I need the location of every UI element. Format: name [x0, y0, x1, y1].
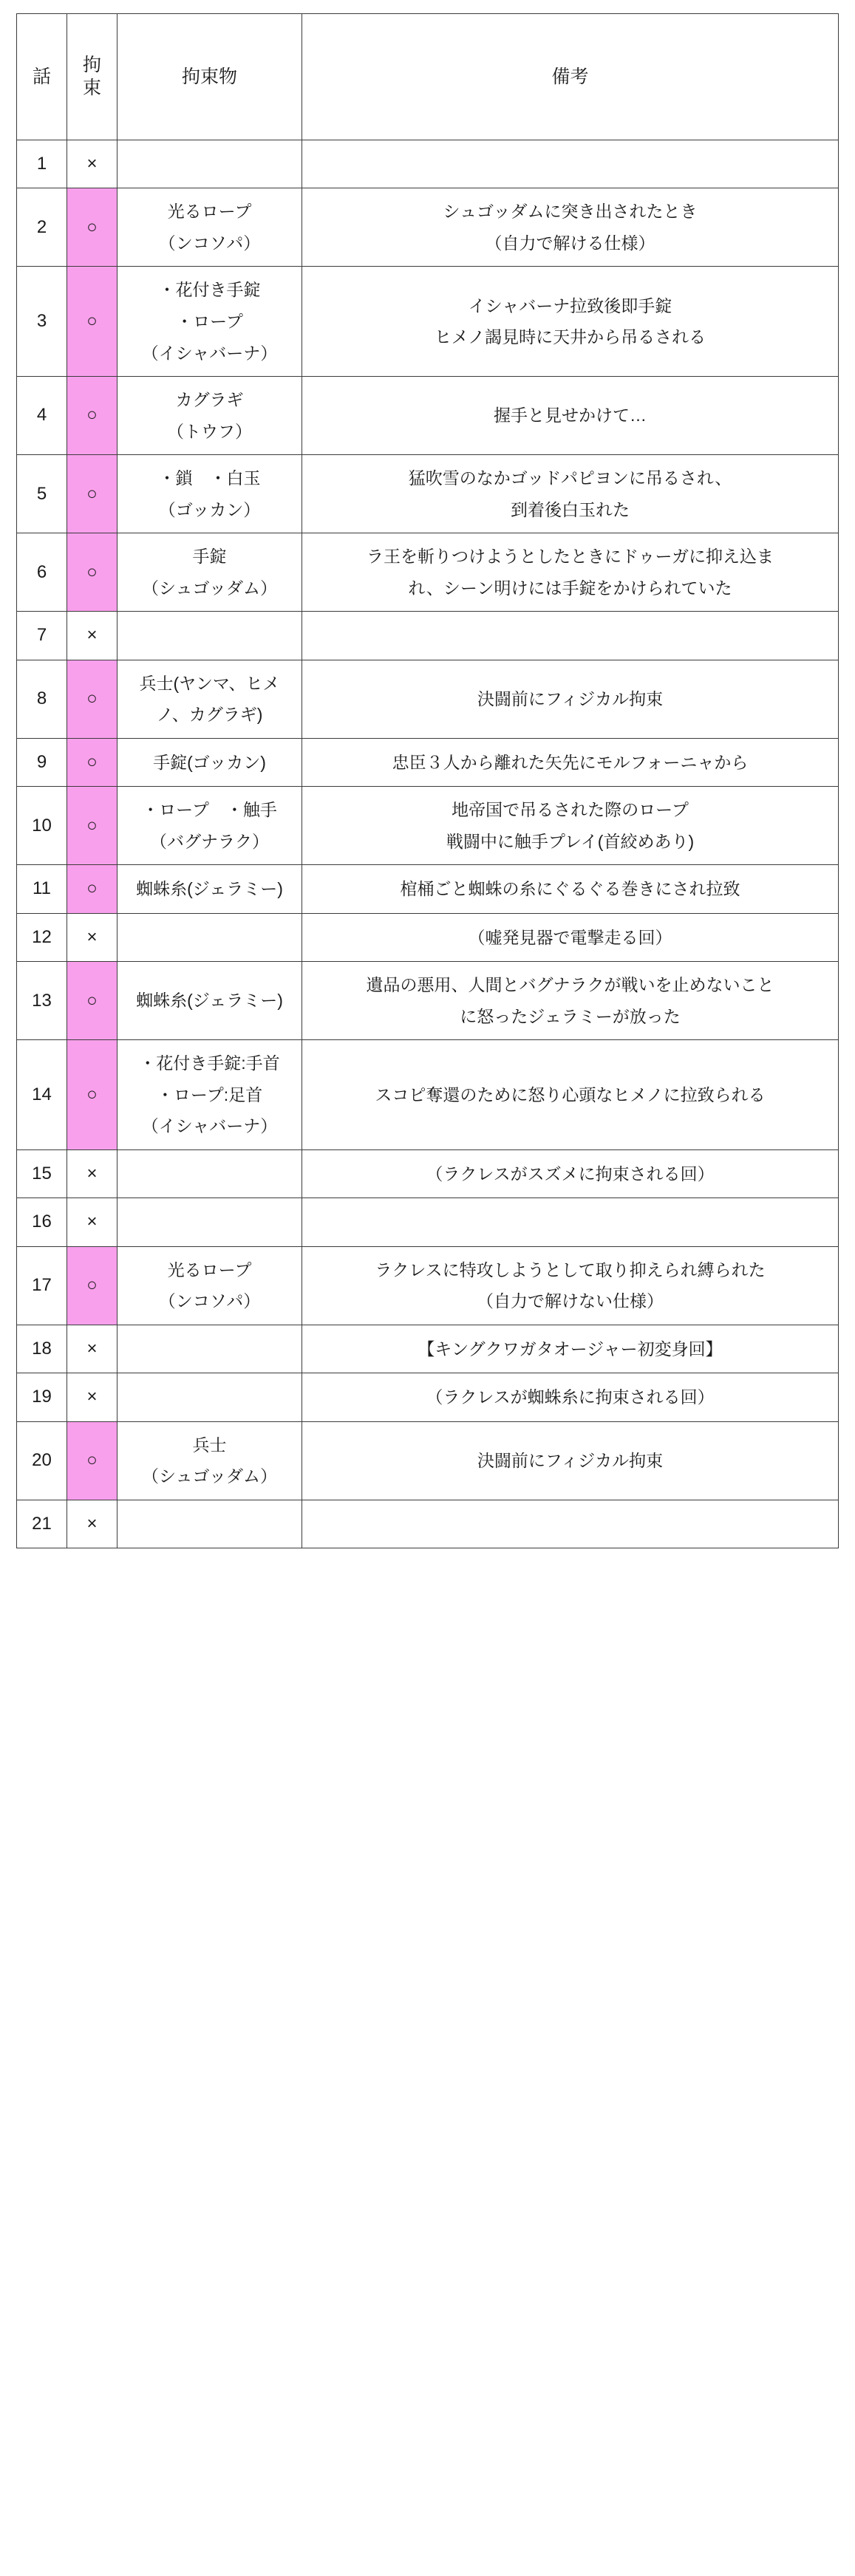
cell-note	[302, 1325, 839, 1373]
table-row	[17, 962, 839, 1040]
cell-restraint-item	[117, 1373, 302, 1421]
table-row	[17, 1325, 839, 1373]
note-line: ラ王を斬りつけようとしたときにドゥーガに抑え込ま	[367, 547, 774, 567]
cell-episode: 4	[17, 377, 67, 455]
table-row	[17, 1040, 839, 1150]
cell-bound-yes: ○	[67, 738, 117, 786]
cell-bound-yes: ○	[67, 188, 117, 267]
cell-restraint-item	[117, 962, 302, 1040]
restraint-item-line: （シュゴッダム）	[141, 578, 278, 598]
cell-note	[302, 1198, 839, 1246]
note-line: 到着後白玉れた	[511, 499, 630, 519]
note-line: （ラクレスがスズメに拘束される回）	[426, 1164, 715, 1183]
cell-restraint-item	[117, 865, 302, 913]
restraint-item-line: （イシャバーナ）	[141, 1116, 278, 1136]
note-line: 握手と見せかけて…	[494, 406, 647, 426]
restraint-item-line: （ンコソパ）	[158, 233, 261, 253]
restraint-item-line: 手錠	[192, 547, 227, 567]
restraint-item-line: （ンコソパ）	[158, 1291, 261, 1311]
cell-episode: 12	[17, 913, 67, 961]
restraint-item-line: ・ロープ ・触手	[142, 800, 277, 820]
cell-note	[302, 455, 839, 533]
table-row	[17, 1421, 839, 1500]
note-line: 遺品の悪用、人間とバグナラクが戦いを止めないこと	[366, 975, 774, 995]
cell-episode: 16	[17, 1198, 67, 1246]
restraint-item-line: 光るロープ	[167, 202, 252, 222]
restraint-item-line: ・ロープ	[176, 312, 243, 332]
cell-restraint-item	[117, 455, 302, 533]
table-row	[17, 1373, 839, 1421]
cell-episode: 20	[17, 1421, 67, 1500]
note-line: に怒ったジェラミーが放った	[460, 1006, 681, 1026]
cell-restraint-item	[117, 787, 302, 865]
cell-note	[302, 377, 839, 455]
column-header-bound-line2: 束	[82, 78, 101, 98]
restraint-item-line: （トウフ）	[167, 421, 252, 441]
column-header-bound	[67, 14, 117, 140]
table-header	[17, 14, 839, 140]
table-row	[17, 267, 839, 377]
cell-episode: 5	[17, 455, 67, 533]
cell-bound-no: ×	[67, 1373, 117, 1421]
cell-note	[302, 1040, 839, 1150]
note-line: （ラクレスが蜘蛛糸に拘束される回）	[426, 1387, 715, 1407]
cell-episode: 8	[17, 660, 67, 738]
note-line: 決闘前にフィジカル拘束	[477, 689, 664, 709]
table-body	[17, 140, 839, 1548]
note-line: 決闘前にフィジカル拘束	[477, 1450, 664, 1470]
cell-restraint-item	[117, 267, 302, 377]
table-row	[17, 1246, 839, 1325]
restraint-item-line: ・鎖 ・白玉	[158, 468, 261, 488]
note-line: ヒメノ謁見時に天井から吊るされる	[434, 327, 706, 347]
cell-bound-yes: ○	[67, 865, 117, 913]
table-row	[17, 455, 839, 533]
restraint-item-line: 兵士(ヤンマ、ヒメ	[139, 673, 280, 693]
note-line: 棺桶ごと蜘蛛の糸にぐるぐる巻きにされ拉致	[400, 879, 740, 899]
note-line: スコピ奪還のために怒り心頭なヒメノに拉致られる	[375, 1084, 766, 1104]
cell-bound-yes: ○	[67, 377, 117, 455]
restraint-item-line: 手錠(ゴッカン)	[153, 752, 266, 772]
note-line: シュゴッダムに突き出されたとき	[443, 202, 698, 222]
note-line: 猛吹雪のなかゴッドパピヨンに吊るされ、	[408, 468, 732, 488]
restraint-item-line: カグラギ	[175, 390, 244, 410]
cell-episode: 10	[17, 787, 67, 865]
note-line: 地帝国で吊るされた際のロープ	[452, 800, 689, 820]
table-row	[17, 1198, 839, 1246]
cell-episode: 21	[17, 1500, 67, 1548]
cell-note	[302, 1373, 839, 1421]
restraint-item-line: ・花付き手錠	[158, 280, 261, 300]
note-line: 忠臣３人から離れた矢先にモルフォーニャから	[392, 752, 749, 772]
cell-note	[302, 1246, 839, 1325]
cell-restraint-item	[117, 1325, 302, 1373]
cell-bound-no: ×	[67, 612, 117, 660]
cell-note	[302, 1500, 839, 1548]
restraint-item-line: 蜘蛛糸(ジェラミー)	[136, 879, 283, 899]
note-line: （自力で解ける仕様）	[485, 233, 655, 253]
restraint-item-line: （ゴッカン）	[158, 499, 261, 519]
column-header-bound-line1: 拘	[82, 54, 101, 75]
table-row	[17, 787, 839, 865]
cell-restraint-item	[117, 1500, 302, 1548]
note-line: れ、シーン明けには手錠をかけられていた	[408, 578, 732, 598]
cell-episode: 14	[17, 1040, 67, 1150]
cell-restraint-item	[117, 1246, 302, 1325]
cell-restraint-item	[117, 1040, 302, 1150]
table-row	[17, 738, 839, 786]
cell-episode: 6	[17, 533, 67, 612]
cell-note	[302, 865, 839, 913]
cell-restraint-item	[117, 738, 302, 786]
cell-note	[302, 1421, 839, 1500]
cell-bound-yes: ○	[67, 1246, 117, 1325]
cell-restraint-item	[117, 377, 302, 455]
cell-note	[302, 533, 839, 612]
cell-bound-no: ×	[67, 913, 117, 961]
table-row	[17, 612, 839, 660]
cell-bound-yes: ○	[67, 267, 117, 377]
cell-restraint-item	[117, 1149, 302, 1198]
cell-bound-yes: ○	[67, 1040, 117, 1150]
cell-bound-no: ×	[67, 1198, 117, 1246]
cell-episode: 11	[17, 865, 67, 913]
cell-note	[302, 1149, 839, 1198]
cell-episode: 13	[17, 962, 67, 1040]
cell-note	[302, 188, 839, 267]
restraint-item-line: （バグナラク）	[150, 831, 269, 851]
cell-episode: 7	[17, 612, 67, 660]
cell-restraint-item	[117, 612, 302, 660]
cell-restraint-item	[117, 140, 302, 188]
restraint-item-line: ・ロープ:足首	[156, 1084, 263, 1104]
cell-episode: 17	[17, 1246, 67, 1325]
cell-episode: 1	[17, 140, 67, 188]
cell-bound-yes: ○	[67, 787, 117, 865]
cell-bound-no: ×	[67, 1500, 117, 1548]
cell-restraint-item	[117, 660, 302, 738]
cell-episode: 15	[17, 1149, 67, 1198]
table-header-row	[17, 14, 839, 140]
cell-restraint-item	[117, 188, 302, 267]
column-header-episode: 話	[17, 14, 67, 140]
cell-episode: 9	[17, 738, 67, 786]
note-line: イシャバーナ拉致後即手錠	[468, 295, 672, 315]
cell-bound-no: ×	[67, 1325, 117, 1373]
table-row	[17, 913, 839, 961]
restraint-item-line: 蜘蛛糸(ジェラミー)	[136, 991, 283, 1011]
table-row	[17, 188, 839, 267]
cell-note	[302, 738, 839, 786]
cell-bound-no: ×	[67, 140, 117, 188]
cell-note	[302, 660, 839, 738]
cell-note	[302, 612, 839, 660]
cell-bound-yes: ○	[67, 660, 117, 738]
table-row	[17, 377, 839, 455]
restraint-item-line: （シュゴッダム）	[141, 1466, 278, 1486]
table-row	[17, 1149, 839, 1198]
restraint-item-line: 光るロープ	[167, 1260, 252, 1280]
table-row	[17, 660, 839, 738]
column-header-item: 拘束物	[117, 14, 302, 140]
note-line: （自力で解けない仕様）	[477, 1291, 664, 1311]
cell-restraint-item	[117, 1421, 302, 1500]
restraint-item-line: ・花付き手錠:手首	[139, 1053, 280, 1073]
cell-episode: 2	[17, 188, 67, 267]
note-line: （嘘発見器で電撃走る回）	[468, 927, 672, 947]
restraint-item-line: （イシャバーナ）	[141, 343, 278, 363]
note-line: 戦闘中に触手プレイ(首絞めあり)	[446, 831, 695, 851]
note-line: 【キングクワガタオージャー初変身回】	[418, 1339, 723, 1359]
cell-note	[302, 267, 839, 377]
cell-note	[302, 962, 839, 1040]
cell-bound-yes: ○	[67, 533, 117, 612]
cell-bound-yes: ○	[67, 1421, 117, 1500]
table-row	[17, 1500, 839, 1548]
cell-episode: 18	[17, 1325, 67, 1373]
cell-episode: 3	[17, 267, 67, 377]
cell-bound-yes: ○	[67, 455, 117, 533]
restraint-item-line: 兵士	[192, 1435, 227, 1455]
cell-note	[302, 140, 839, 188]
cell-restraint-item	[117, 913, 302, 961]
table-row	[17, 865, 839, 913]
cell-episode: 19	[17, 1373, 67, 1421]
table-row	[17, 140, 839, 188]
cell-bound-yes: ○	[67, 962, 117, 1040]
restraint-item-line: ノ、カグラギ)	[156, 705, 263, 725]
note-line: ラクレスに特攻しようとして取り抑えられ縛られた	[375, 1260, 766, 1280]
cell-bound-no: ×	[67, 1149, 117, 1198]
cell-restraint-item	[117, 1198, 302, 1246]
table-row	[17, 533, 839, 612]
cell-restraint-item	[117, 533, 302, 612]
cell-note	[302, 787, 839, 865]
cell-note	[302, 913, 839, 961]
bondage-log-table	[16, 13, 839, 1548]
column-header-note: 備考	[302, 14, 839, 140]
